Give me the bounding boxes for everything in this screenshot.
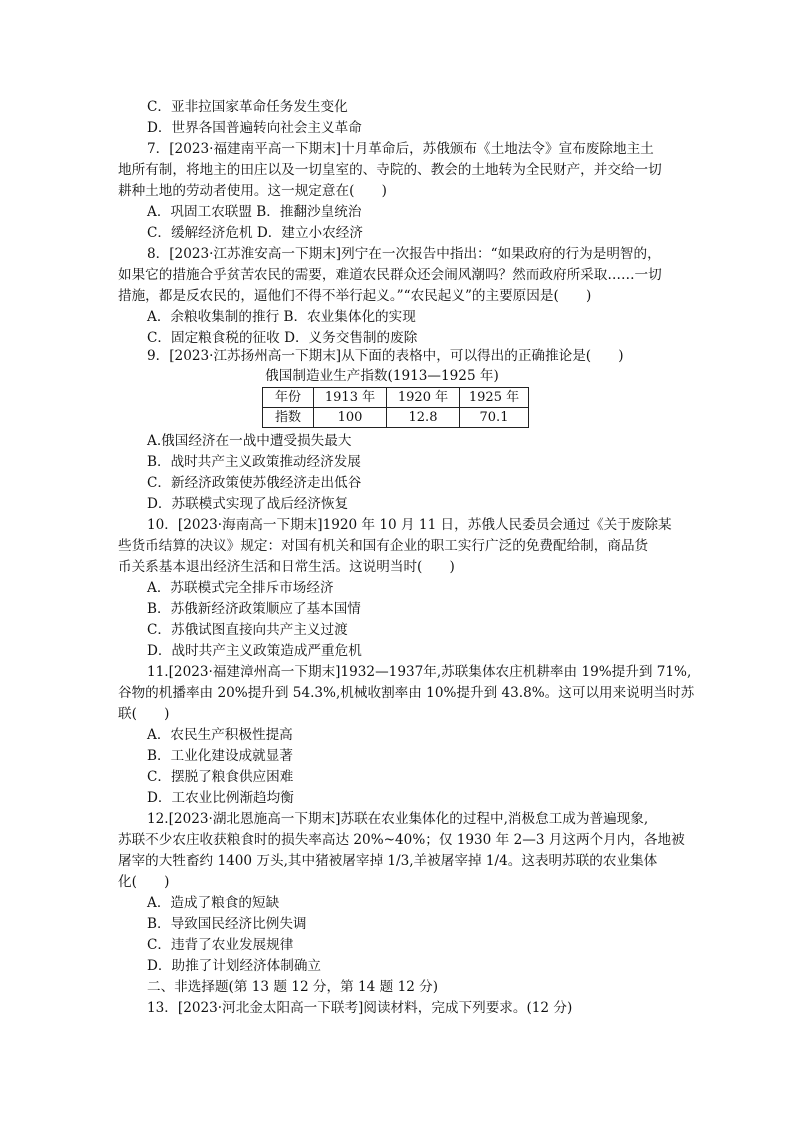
q7-stem-cont: 地所有制，将地主的田庄以及一切皇室的、寺院的、教会的土地转为全民财产，并交给一切 bbox=[118, 162, 662, 178]
q9-option-a: A.俄国经济在一战中遭受损失最大 bbox=[147, 433, 352, 449]
q8-options-cd: C．固定粮食税的征收 D．义务交售制的废除 bbox=[147, 330, 418, 346]
q11-stem: 11.[2023·福建漳州高一下期末]1932—1937年,苏联集体农庄机耕率由 19%提升到 71%, bbox=[147, 664, 692, 680]
q11-option-b: B．工业化建设成就显著 bbox=[147, 748, 293, 764]
q11-option-d: D．工农业比例渐趋均衡 bbox=[147, 790, 294, 806]
table-cell: 12.8 bbox=[387, 408, 460, 428]
q12-stem-cont: 苏联不少农庄收获粮食时的损失率高达 20%~40%；仅 1930 年 2—3 月这两个月内，各地被 bbox=[118, 832, 685, 848]
table-caption: 俄国制造业生产指数(1913—1925 年) bbox=[265, 368, 499, 384]
q10-option-a: A．苏联模式完全排斥市场经济 bbox=[147, 580, 334, 596]
q10-option-c: C．苏俄试图直接向共产主义过渡 bbox=[147, 622, 348, 638]
q11-option-a: A．农民生产积极性提高 bbox=[147, 727, 293, 743]
q11-option-c: C．摆脱了粮食供应困难 bbox=[147, 769, 294, 785]
table-cell: 年份 bbox=[263, 388, 314, 408]
table-cell: 1913 年 bbox=[314, 388, 387, 408]
q9-option-d: D．苏联模式实现了战后经济恢复 bbox=[147, 496, 349, 512]
q10-stem-cont: 币关系基本退出经济生活和日常生活。这说明当时( ) bbox=[118, 559, 455, 575]
q13-stem: 13．[2023·河北金太阳高一下联考]阅读材料，完成下列要求。(12 分) bbox=[147, 1000, 573, 1016]
q12-option-d: D．助推了计划经济体制确立 bbox=[147, 958, 322, 974]
table-cell: 指数 bbox=[263, 408, 314, 428]
q6-option-d: D．世界各国普遍转向社会主义革命 bbox=[147, 120, 362, 136]
q9-option-b: B．战时共产主义政策推动经济发展 bbox=[147, 454, 361, 470]
section-heading: 二、非选择题(第 13 题 12 分，第 14 题 12 分) bbox=[147, 979, 439, 995]
q12-option-b: B．导致国民经济比例失调 bbox=[147, 916, 307, 932]
table-header-row bbox=[263, 388, 529, 408]
q11-stem-cont: 谷物的机播率由 20%提升到 54.3%,机械收割率由 10%提升到 43.8%。这可以用来说明当时苏 bbox=[118, 685, 695, 701]
q8-stem-cont: 措施，都是反农民的，逼他们不得不举行起义。”“农民起义”的主要原因是( ) bbox=[118, 288, 592, 304]
q10-stem: 10．[2023·海南高一下期末]1920 年 10 月 11 日，苏俄人民委员会通过《关于废除某 bbox=[147, 517, 672, 533]
q10-stem-cont: 些货币结算的决议》规定：对国有机关和国有企业的职工实行广泛的免费配给制，商品货 bbox=[118, 538, 649, 554]
q9-stem: 9．[2023·江苏扬州高一下期末]从下面的表格中，可以得出的正确推论是( ) bbox=[147, 348, 624, 364]
q12-option-c: C．违背了农业发展规律 bbox=[147, 937, 294, 953]
q11-stem-cont: 联( ) bbox=[118, 706, 170, 722]
table-cell: 1925 年 bbox=[460, 388, 529, 408]
q12-option-a: A．造成了粮食的短缺 bbox=[147, 895, 280, 911]
q8-stem: 8．[2023·江苏淮安高一下期末]列宁在一次报告中指出：“如果政府的行为是明智的， bbox=[147, 246, 661, 262]
production-index-table bbox=[262, 387, 529, 428]
q7-stem-cont: 耕种土地的劳动者使用。这一规定意在( ) bbox=[118, 183, 387, 199]
q10-option-b: B．苏俄新经济政策顺应了基本国情 bbox=[147, 601, 361, 617]
q8-stem-cont: 如果它的措施合乎贫苦农民的需要，难道农民群众还会闹风潮吗？然而政府所采取……一切 bbox=[118, 267, 662, 283]
q8-options-ab: A．余粮收集制的推行 B．农业集体化的实现 bbox=[147, 309, 416, 325]
table-row bbox=[263, 408, 529, 428]
q12-stem-cont: 屠宰的大牲畜约 1400 万头,其中猪被屠宰掉 1/3,羊被屠宰掉 1/4。这表明苏联的农业集体 bbox=[118, 853, 658, 869]
q6-option-c: C．亚非拉国家革命任务发生变化 bbox=[147, 99, 348, 115]
q7-options-cd: C．缓解经济危机 D．建立小农经济 bbox=[147, 225, 363, 241]
table-cell: 1920 年 bbox=[387, 388, 460, 408]
q7-options-ab: A．巩固工农联盟 B．推翻沙皇统治 bbox=[147, 204, 362, 220]
table-cell: 100 bbox=[314, 408, 387, 428]
q7-stem: 7．[2023·福建南平高一下期末]十月革命后，苏俄颁布《土地法令》宣布废除地主土 bbox=[147, 141, 654, 157]
q10-option-d: D．战时共产主义政策造成严重危机 bbox=[147, 643, 362, 659]
q12-stem: 12.[2023·湖北恩施高一下期末]苏联在农业集体化的过程中,消极怠工成为普遍现象, bbox=[147, 811, 649, 827]
q9-option-c: C．新经济政策使苏俄经济走出低谷 bbox=[147, 475, 362, 491]
table-cell: 70.1 bbox=[460, 408, 529, 428]
q12-stem-cont: 化( ) bbox=[118, 874, 170, 890]
